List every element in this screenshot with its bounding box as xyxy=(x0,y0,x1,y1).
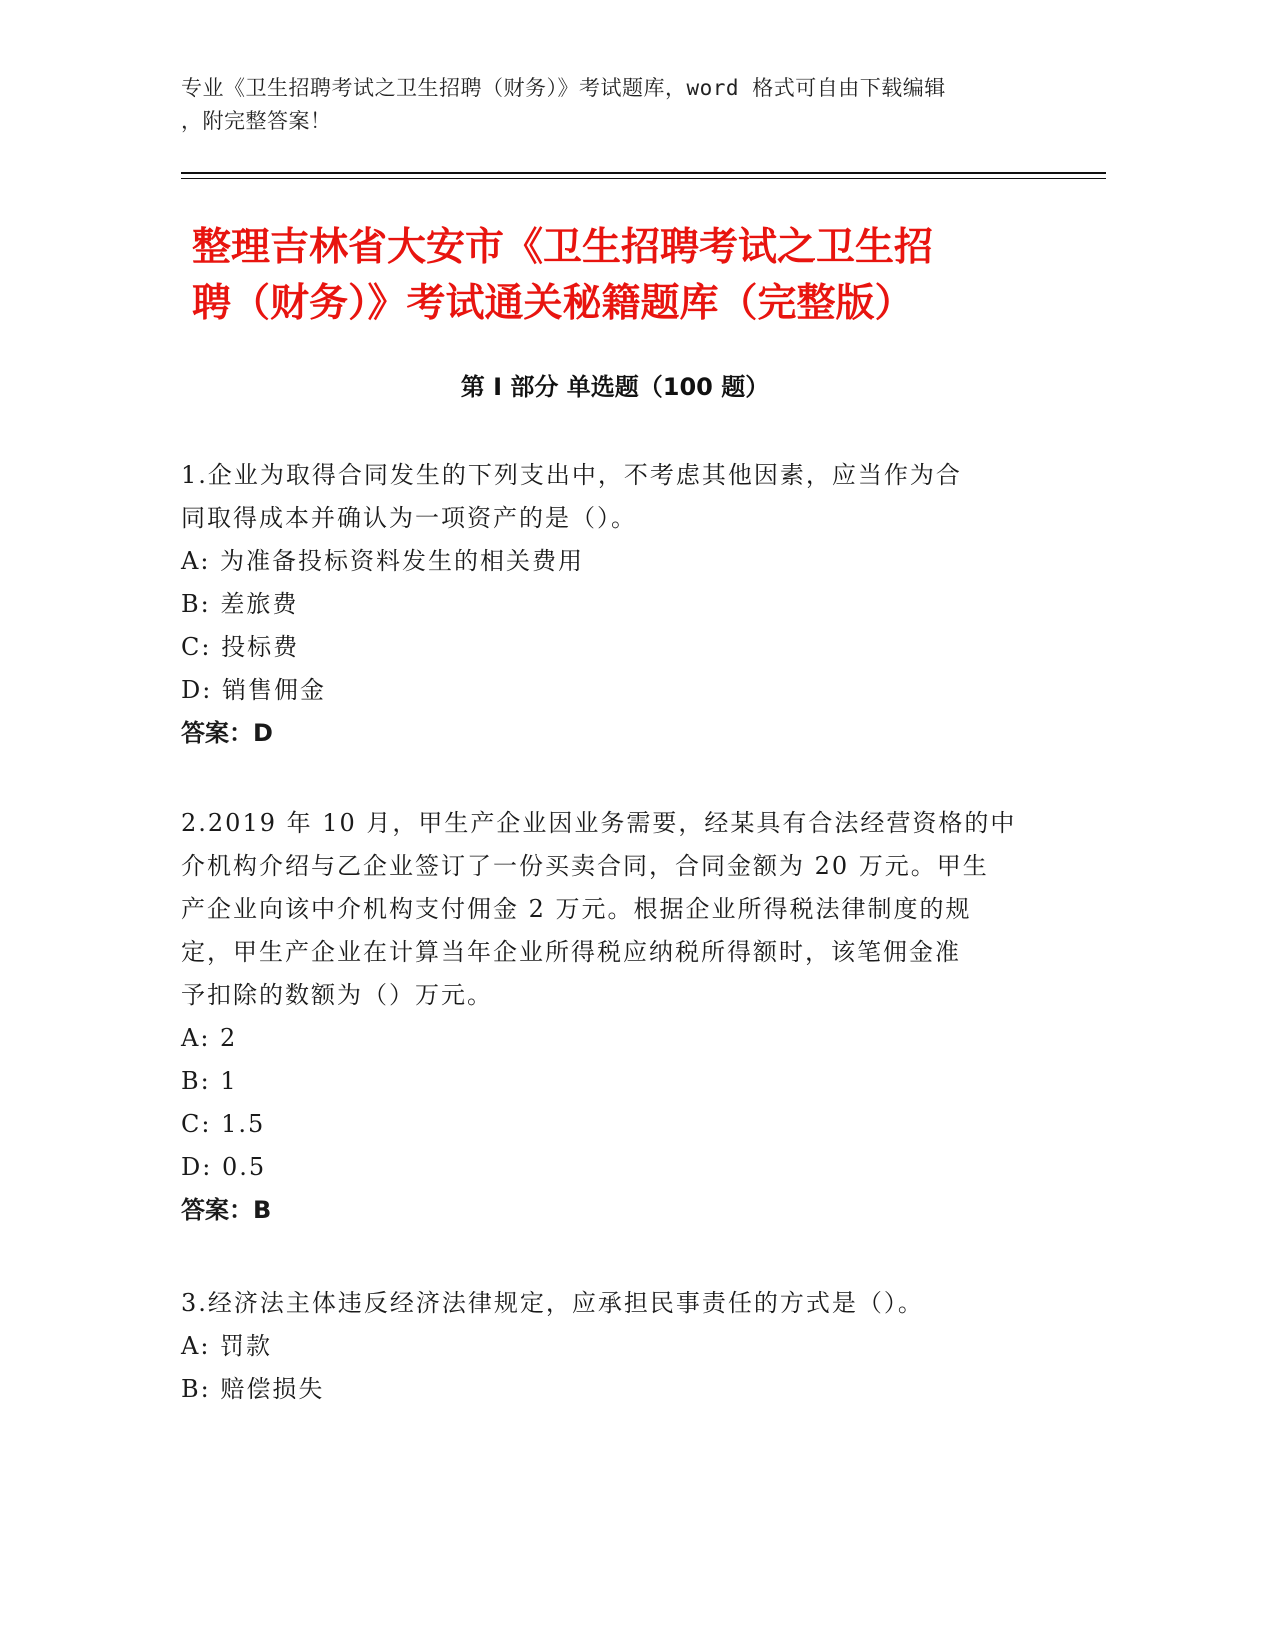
question-option-b: B: 差旅费 xyxy=(181,590,299,618)
question-item xyxy=(181,454,1041,755)
question-answer: 答案：B xyxy=(181,1196,272,1224)
question-stem-line: 3.经济法主体违反经济法律规定，应承担民事责任的方式是（）。 xyxy=(181,1289,924,1317)
section-heading: 第 I 部分 单选题（100 题） xyxy=(460,373,770,401)
question-stem-line: 同取得成本并确认为一项资产的是（）。 xyxy=(181,504,637,532)
document-title xyxy=(192,220,1072,332)
question-option-d: D: 0.5 xyxy=(181,1153,267,1181)
question-stem-line: 定，甲生产企业在计算当年企业所得税应纳税所得额时，该笔佣金准 xyxy=(181,938,961,966)
header-note-line: ，附完整答案！ xyxy=(181,109,332,133)
question-stem-line: 1.企业为取得合同发生的下列支出中，不考虑其他因素，应当作为合 xyxy=(181,461,962,489)
question-item xyxy=(181,1282,1041,1411)
question-option-d: D: 销售佣金 xyxy=(181,676,326,704)
document-title-line: 聘（财务）》考试通关秘籍题库（完整版） xyxy=(192,281,914,326)
question-option-b: B: 赔偿损失 xyxy=(181,1375,325,1403)
document-title-line: 整理吉林省大安市《卫生招聘考试之卫生招 xyxy=(192,225,934,270)
header-divider-thin xyxy=(181,178,1106,179)
header-note xyxy=(181,72,1041,138)
question-option-c: C: 1.5 xyxy=(181,1110,266,1138)
question-option-a: A: 罚款 xyxy=(181,1332,273,1360)
question-stem-line: 予扣除的数额为（）万元。 xyxy=(181,981,493,1009)
question-option-a: A: 为准备投标资料发生的相关费用 xyxy=(181,547,585,575)
question-stem-line: 2.2019 年 10 月，甲生产企业因业务需要，经某具有合法经营资格的中 xyxy=(181,809,1017,837)
question-stem-line: 介机构介绍与乙企业签订了一份买卖合同，合同金额为 20 万元。甲生 xyxy=(181,852,989,880)
question-stem-line: 产企业向该中介机构支付佣金 2 万元。根据企业所得税法律制度的规 xyxy=(181,895,972,923)
question-option-a: A: 2 xyxy=(181,1024,238,1052)
question-option-b: B: 1 xyxy=(181,1067,238,1095)
question-answer: 答案：D xyxy=(181,719,273,747)
question-option-c: C: 投标费 xyxy=(181,633,300,661)
question-item xyxy=(181,802,1041,1232)
header-divider-thick xyxy=(181,172,1106,174)
header-note-line: 专业《卫生招聘考试之卫生招聘（财务）》考试题库，word 格式可自由下载编辑 xyxy=(181,76,946,100)
